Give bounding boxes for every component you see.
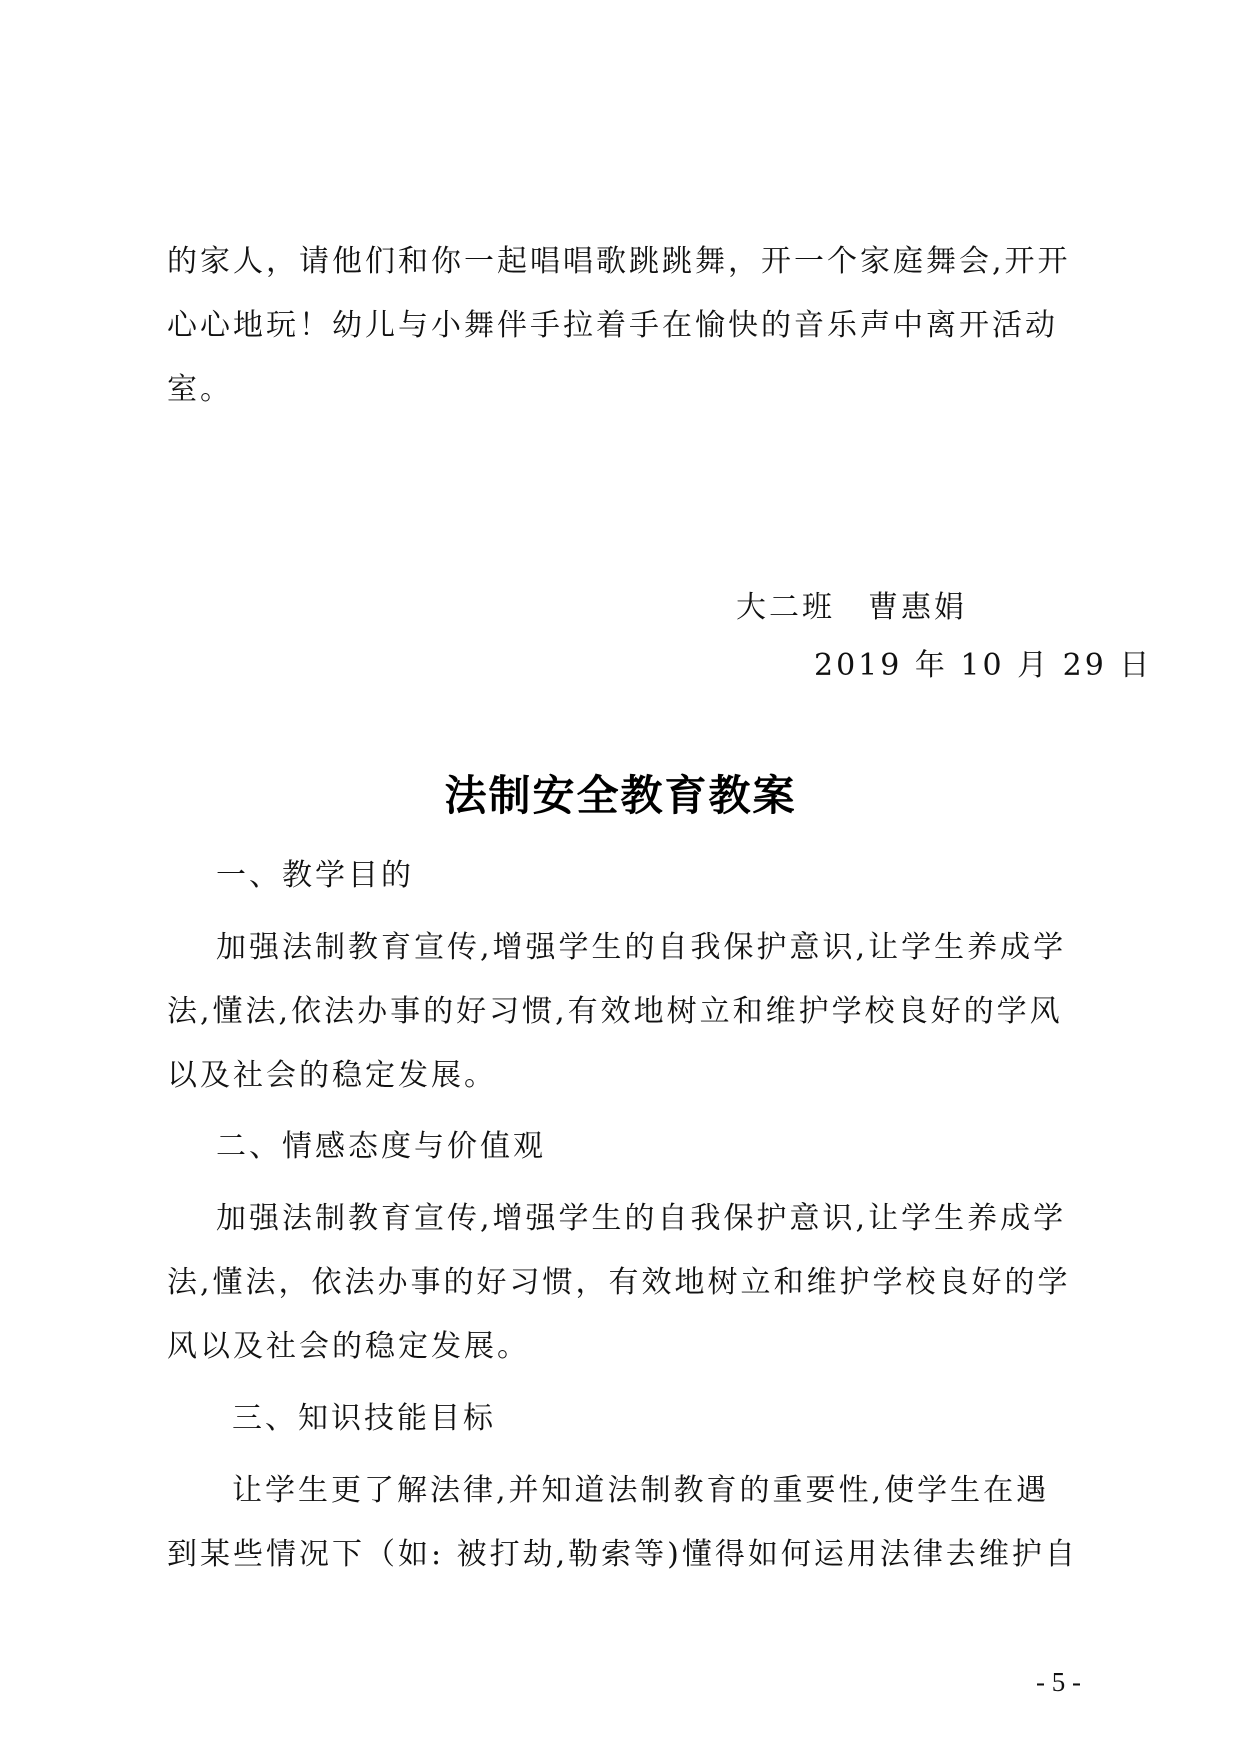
signature-date: 2019 年 10 月 29 日 — [814, 648, 1153, 683]
section-body-1: 加强法制教育宣传,增强学生的自我保护意识,让学生养成学法,懂法,依法办事的好习惯,有效地树立和维护学校良好的学风以及社会的稳定发展。 — [167, 930, 1067, 1093]
section-heading-2: 二、情感态度与价值观 — [216, 1129, 546, 1164]
page-number: - 5 - — [1036, 1667, 1081, 1697]
continued-paragraph: 的家人，请他们和你一起唱唱歌跳跳舞，开一个家庭舞会,开开心心地玩！幼儿与小舞伴手拉着手在愉快的音乐声中离开活动室。 — [167, 244, 1071, 407]
section-heading-3: 三、知识技能目标 — [232, 1401, 496, 1436]
section-body-3: 让学生更了解法律,并知道法制教育的重要性,使学生在遇到某些情况下（如: 被打劫,勒索等)懂得如何运用法律去维护自 — [167, 1473, 1078, 1572]
document-title: 法制安全教育教案 — [444, 771, 797, 820]
section-heading-1: 一、教学目的 — [216, 858, 414, 893]
signature-author: 大二班 曹惠娟 — [736, 590, 967, 625]
section-body-2: 加强法制教育宣传,增强学生的自我保护意识,让学生养成学法,懂法，依法办事的好习惯，有效地树立和维护学校良好的学风以及社会的稳定发展。 — [167, 1201, 1071, 1364]
